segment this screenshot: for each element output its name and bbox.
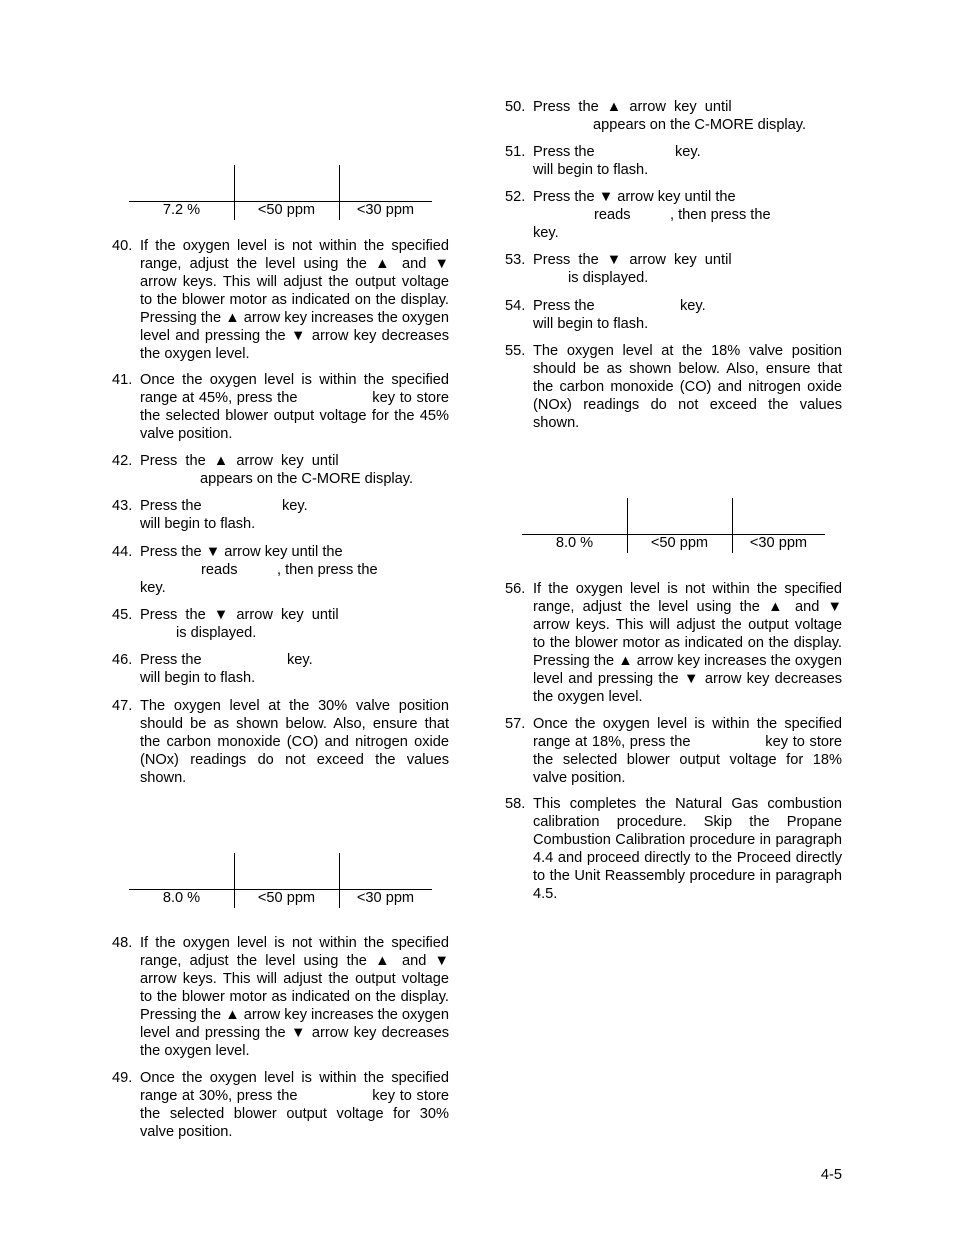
- step-text: appears on the C-MORE display.: [593, 117, 807, 133]
- step-text: Press the ▼ arrow key until the: [140, 544, 343, 560]
- step-text: This completes the Natural Gas combustion calibration procedure. Skip the Propane Combustion Calibration procedure in paragraph 4.4 and proceed directly to the Proceed directly to the Unit Reassembly procedure in paragraph 4.5.: [533, 796, 842, 902]
- step-41: [112, 371, 454, 443]
- step-54: [505, 297, 842, 333]
- table-cell-co: <50 ppm: [257, 202, 316, 218]
- step-48: [112, 934, 449, 1060]
- step-text: key.: [680, 298, 706, 314]
- step-text: key.: [675, 144, 701, 160]
- step-58: [505, 795, 842, 903]
- step-52: [505, 188, 842, 242]
- step-number: 56.: [505, 581, 526, 597]
- step-number: 55.: [505, 343, 526, 359]
- step-40: [112, 237, 449, 363]
- page-number: 4-5: [820, 1167, 842, 1183]
- table-cell-co: <50 ppm: [650, 535, 709, 551]
- step-text: Press the ▲ arrow key until: [140, 453, 339, 469]
- step-text: Press the: [533, 144, 595, 160]
- step-43: [112, 497, 449, 533]
- step-number: 49.: [112, 1070, 133, 1086]
- step-number: 40.: [112, 238, 133, 254]
- table-cell-nox: <30 ppm: [356, 202, 415, 218]
- step-49: [112, 1069, 454, 1141]
- step-number: 48.: [112, 935, 133, 951]
- step-text: If the oxygen level is not within the specified range, adjust the level using the ▲ and ▼ arrow keys. This will adjust the output voltage to the blower motor as indicated on the display. Pressing the ▲ arrow key increases the oxygen level and pressing the ▼ arrow key decreases the oxygen level.: [140, 935, 449, 1059]
- step-45: [112, 606, 449, 642]
- step-text: Press the ▼ arrow key until the: [533, 189, 736, 205]
- step-text: Press the ▼ arrow key until: [140, 607, 339, 623]
- step-text: The oxygen level at the 18% valve position should be as shown below. Also, ensure that the carbon monoxide (CO) and nitrogen oxide (NOx) readings do not exceed the values shown.: [533, 343, 842, 431]
- step-number: 54.: [505, 298, 526, 314]
- step-text: The oxygen level at the 30% valve position should be as shown below. Also, ensure that the carbon monoxide (CO) and nitrogen oxide (NOx) readings do not exceed the values shown.: [140, 698, 449, 786]
- table-cell-nox: <30 ppm: [749, 535, 808, 551]
- step-number: 46.: [112, 652, 133, 668]
- step-text: will begin to flash.: [140, 516, 256, 532]
- step-text: is displayed.: [176, 625, 257, 641]
- step-text: Once the oxygen level is within the specified range at 45%, press the key to store the selected blower output voltage for the 45% valve position.: [140, 372, 454, 442]
- step-number: 41.: [112, 372, 133, 388]
- step-number: 47.: [112, 698, 133, 714]
- step-44: [112, 543, 449, 597]
- step-text: will begin to flash.: [533, 162, 649, 178]
- table-cell-nox: <30 ppm: [356, 890, 415, 906]
- step-text: key.: [287, 652, 313, 668]
- step-53: [505, 251, 842, 287]
- oxygen-table-45: [129, 165, 432, 220]
- step-text: key.: [533, 225, 559, 241]
- step-text: will begin to flash.: [533, 316, 649, 332]
- step-text: , then press the: [670, 207, 771, 223]
- step-text: Once the oxygen level is within the specified range at 18%, press the key to store the selected blower output voltage for 18% valve position.: [533, 716, 847, 786]
- step-number: 50.: [505, 99, 526, 115]
- step-text: appears on the C-MORE display.: [200, 471, 414, 487]
- step-text: Press the: [140, 652, 202, 668]
- step-number: 44.: [112, 544, 133, 560]
- step-text: Press the ▲ arrow key until: [533, 99, 732, 115]
- step-text: reads: [201, 562, 238, 578]
- step-number: 51.: [505, 144, 526, 160]
- step-text: , then press the: [277, 562, 378, 578]
- step-number: 43.: [112, 498, 133, 514]
- step-text: Press the: [140, 498, 202, 514]
- table-cell-oxygen: 8.0 %: [555, 535, 594, 551]
- step-47: [112, 697, 449, 787]
- step-text: reads: [594, 207, 631, 223]
- step-text: Once the oxygen level is within the specified range at 30%, press the key to store the selected blower output voltage for 30% valve position.: [140, 1070, 454, 1140]
- step-number: 42.: [112, 453, 133, 469]
- step-46: [112, 651, 449, 687]
- step-56: [505, 580, 842, 706]
- step-text: If the oxygen level is not within the specified range, adjust the level using the ▲ and ▼ arrow keys. This will adjust the output voltage to the blower motor as indicated on the display. Pressing the ▲ arrow key increases the oxygen level and pressing the ▼ arrow key decreases the oxygen level.: [140, 238, 449, 362]
- step-55: [505, 342, 842, 432]
- table-cell-co: <50 ppm: [257, 890, 316, 906]
- oxygen-table-18: [522, 498, 825, 553]
- step-number: 45.: [112, 607, 133, 623]
- step-57: [505, 715, 847, 787]
- step-50: [505, 98, 842, 134]
- step-42: [112, 452, 449, 488]
- step-text: key.: [282, 498, 308, 514]
- step-number: 52.: [505, 189, 526, 205]
- step-number: 57.: [505, 716, 526, 732]
- step-51: [505, 143, 842, 179]
- step-text: Press the: [533, 298, 595, 314]
- step-text: is displayed.: [568, 270, 649, 286]
- step-number: 53.: [505, 252, 526, 268]
- step-number: 58.: [505, 796, 526, 812]
- oxygen-table-30: [129, 853, 432, 908]
- step-text: key.: [140, 580, 166, 596]
- table-cell-oxygen: 7.2 %: [162, 202, 201, 218]
- step-text: Press the ▼ arrow key until: [533, 252, 732, 268]
- step-text: If the oxygen level is not within the specified range, adjust the level using the ▲ and ▼ arrow keys. This will adjust the output voltage to the blower motor as indicated on the display. Pressing the ▲ arrow key increases the oxygen level and pressing the ▼ arrow key decreases the oxygen level.: [533, 581, 842, 705]
- table-cell-oxygen: 8.0 %: [162, 890, 201, 906]
- step-text: will begin to flash.: [140, 670, 256, 686]
